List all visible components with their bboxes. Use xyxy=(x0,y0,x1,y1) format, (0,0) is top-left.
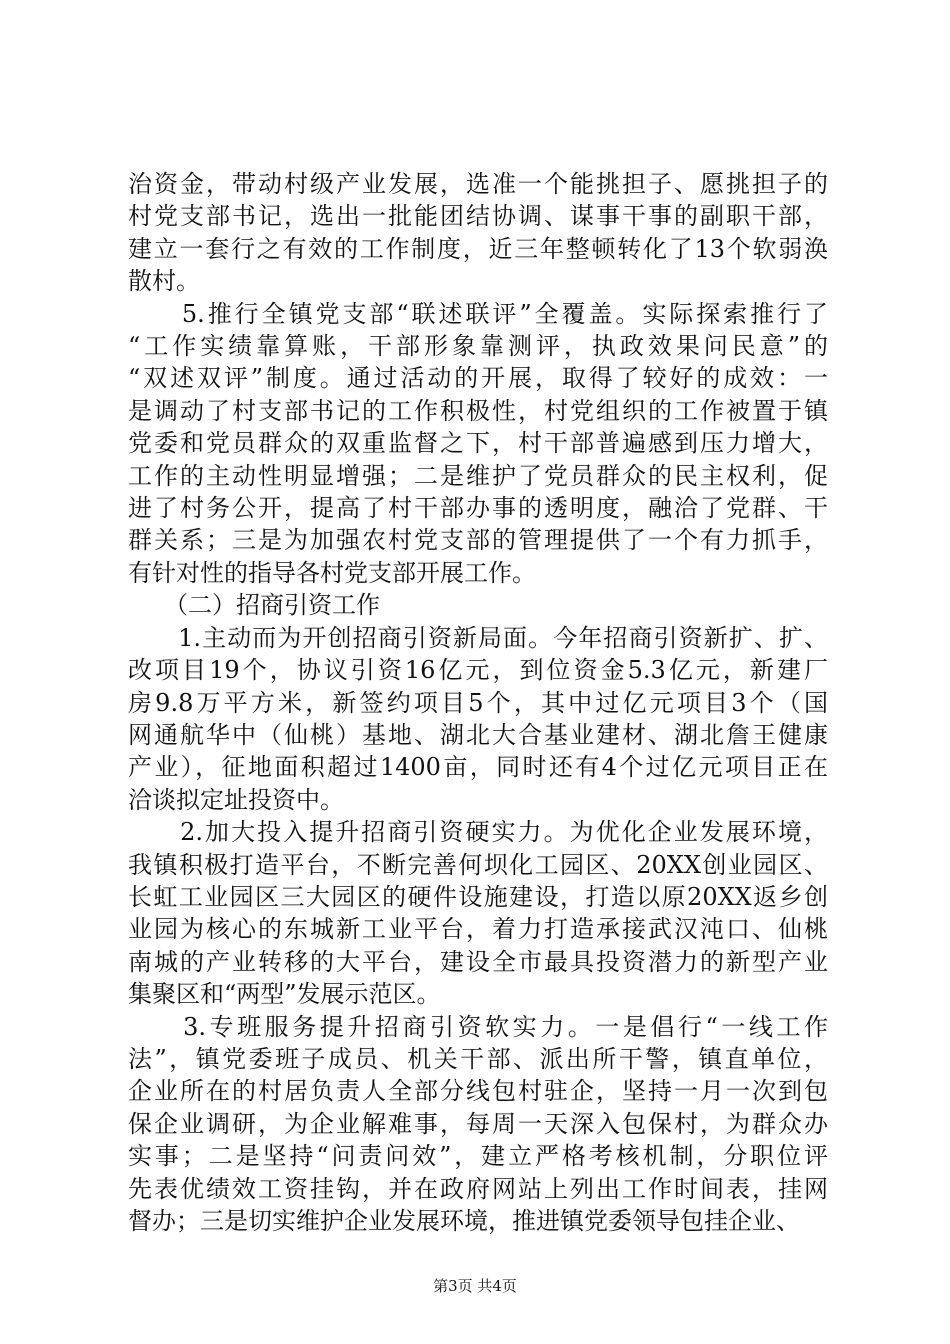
text-line: 散村。 xyxy=(128,267,200,296)
text-line: “工作实绩靠算账，干部形象靠测评，执政效果问民意”的 xyxy=(128,332,828,361)
text-line: 业园为核心的东城新工业平台，着力打造承接武汉沌口、仙桃 xyxy=(128,915,828,944)
text-line: 村党支部书记，选出一批能团结协调、谋事干事的副职干部， xyxy=(128,202,828,231)
text-line: 建立一套行之有效的工作制度，近三年整顿转化了13个软弱涣 xyxy=(128,234,828,263)
text-line: 有针对性的指导各村党支部开展工作。 xyxy=(128,558,536,587)
text-line: 先表优绩效工资挂钩，并在政府网站上列出工作时间表，挂网 xyxy=(128,1174,828,1203)
text-line: 洽谈拟定址投资中。 xyxy=(128,785,344,814)
text-line: 督办；三是切实维护企业发展环境，推进镇党委领导包挂企业、 xyxy=(128,1207,800,1235)
text-line: 长虹工业园区三大园区的硬件设施建设，打造以原20XX返乡创 xyxy=(128,882,828,911)
text-line: 党委和党员群众的双重监督之下，村干部普遍感到压力增大， xyxy=(128,429,828,458)
paragraph xyxy=(128,1011,828,1238)
text-line: （二）招商引资工作 xyxy=(128,591,380,620)
text-line: 集聚区和“两型”发展示范区。 xyxy=(128,980,441,1009)
text-line: 群关系；三是为加强农村党支部的管理提供了一个有力抓手， xyxy=(128,526,828,555)
text-line: 南城的产业转移的大平台，建设全市最具投资潜力的新型产业 xyxy=(128,947,828,976)
text-line: 2.加大投入提升招商引资硬实力。为优化企业发展环境， xyxy=(128,818,828,847)
page-footer: 第3页 共4页 xyxy=(433,1277,517,1295)
text-line: 网通航华中（仙桃）基地、湖北大合基业建材、湖北詹王健康 xyxy=(128,720,828,749)
text-line: 实事；二是坚持“问责问效”，建立严格考核机制，分职位评 xyxy=(128,1142,828,1171)
text-line: 治资金，带动村级产业发展，选准一个能挑担子、愿挑担子的 xyxy=(128,170,828,198)
text-line: 房9.8万平方米，新签约项目5个，其中过亿元项目3个（国 xyxy=(128,688,828,717)
text-line: 产业），征地面积超过1400亩，同时还有4个过亿元项目正在 xyxy=(128,753,828,782)
paragraph xyxy=(128,622,828,816)
text-line: 企业所在的村居负责人全部分线包村驻企，坚持一月一次到包 xyxy=(128,1077,828,1106)
text-line: 改项目19个，协议引资16亿元，到位资金5.3亿元，新建厂 xyxy=(128,656,828,685)
text-line: 我镇积极打造平台，不断完善何坝化工园区、20XX创业园区、 xyxy=(128,850,828,879)
text-line: 3.专班服务提升招商引资软实力。一是倡行“一线工作 xyxy=(128,1012,828,1041)
paragraph xyxy=(128,816,828,1010)
text-line: 1.主动而为开创招商引资新局面。今年招商引资新扩、扩、 xyxy=(128,623,828,652)
paragraph xyxy=(128,298,828,590)
text-line: 5.推行全镇党支部“联述联评”全覆盖。实际探索推行了 xyxy=(128,299,828,328)
section-heading xyxy=(128,589,828,621)
document-body xyxy=(128,168,828,1237)
text-line: “双述双评”制度。通过活动的开展，取得了较好的成效：一 xyxy=(128,364,828,393)
text-line: 是调动了村支部书记的工作积极性，村党组织的工作被置于镇 xyxy=(128,396,828,425)
text-line: 进了村务公开，提高了村干部办事的透明度，融洽了党群、干 xyxy=(128,494,828,523)
paragraph xyxy=(128,168,828,298)
text-line: 法”，镇党委班子成员、机关干部、派出所干警，镇直单位， xyxy=(128,1044,828,1073)
text-line: 保企业调研，为企业解难事，每周一天深入包保村，为群众办 xyxy=(128,1109,828,1138)
text-line: 工作的主动性明显增强；二是维护了党员群众的民主权利，促 xyxy=(128,461,828,490)
